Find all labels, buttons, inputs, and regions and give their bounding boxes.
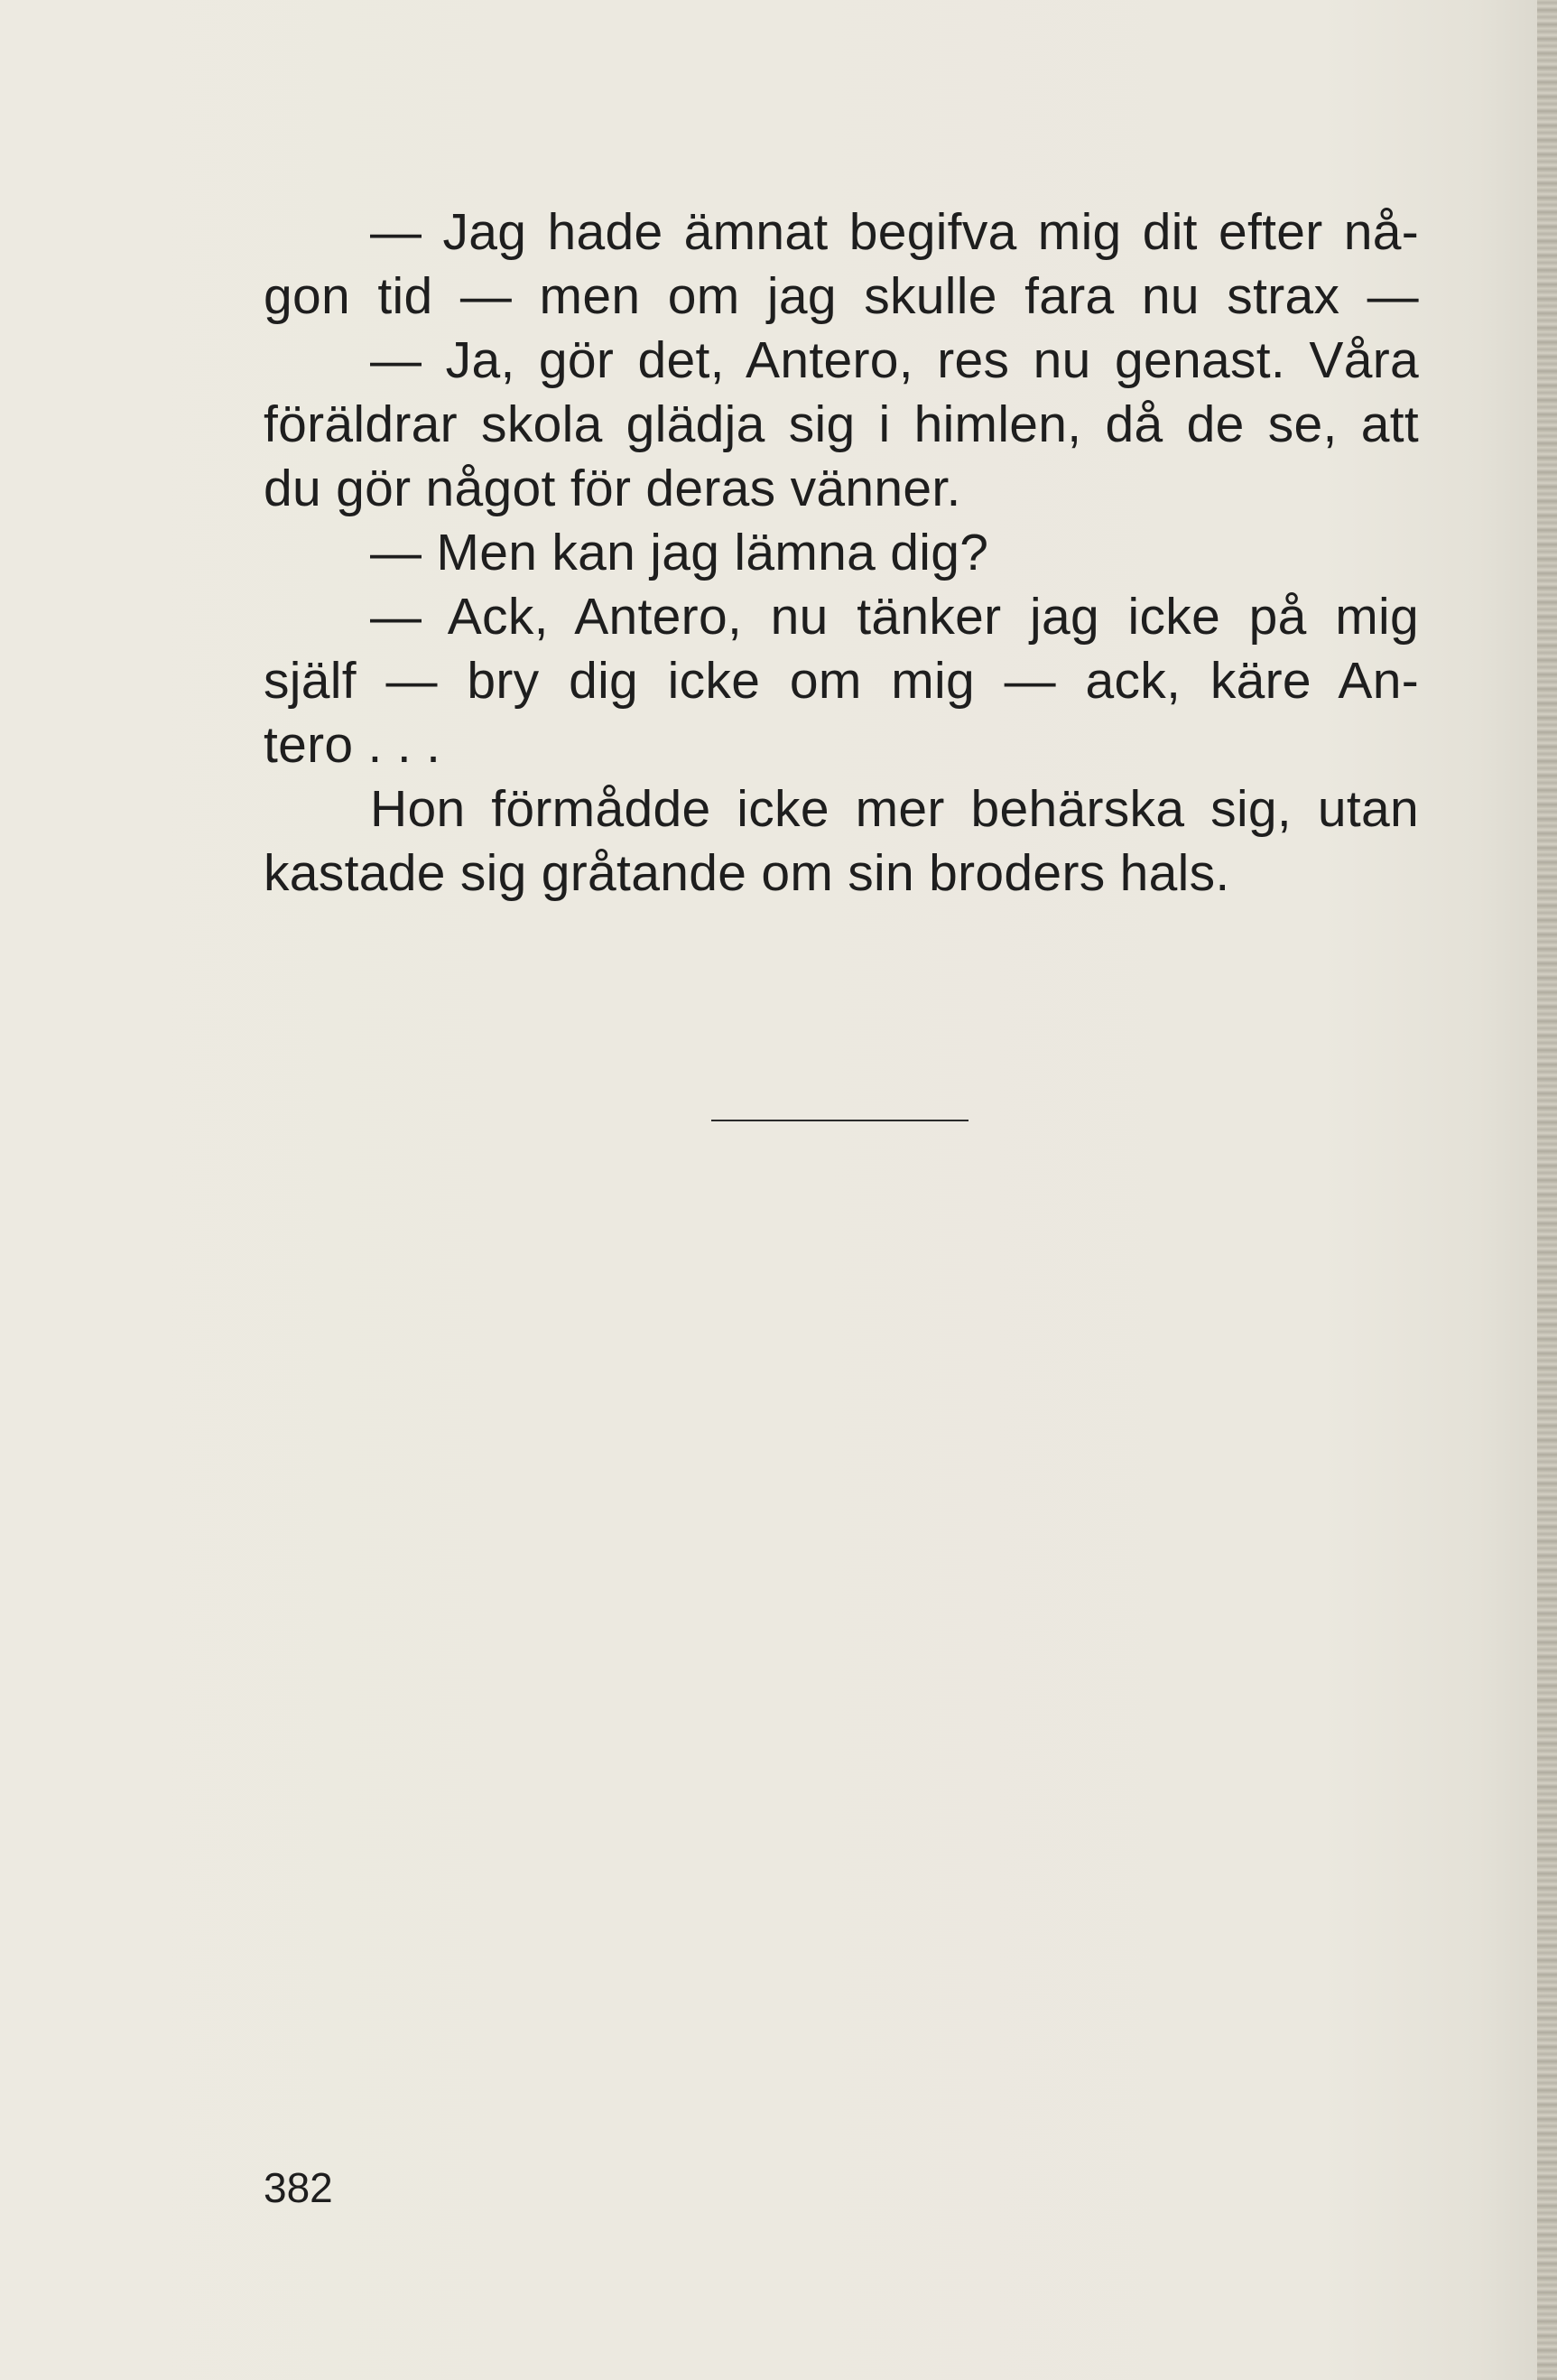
section-divider	[711, 1120, 968, 1121]
text-line: gon tid — men om jag skulle fara nu strax —	[264, 267, 1419, 325]
body-text	[264, 200, 1419, 906]
text-line: föräldrar skola glädja sig i himlen, då de se, att	[264, 395, 1419, 453]
text-line: — Ja, gör det, Antero, res nu genast. Våra	[370, 331, 1419, 389]
text-line: du gör något för deras vänner.	[264, 460, 961, 517]
page-edge	[1537, 0, 1557, 2380]
page-number: 382	[264, 2164, 333, 2211]
text-line: — Jag hade ämnat begifva mig dit efter nå-	[370, 203, 1419, 261]
text-line: själf — bry dig icke om mig — ack, käre An-	[264, 652, 1419, 710]
text-line: — Men kan jag lämna dig?	[370, 524, 989, 581]
text-line: — Ack, Antero, nu tänker jag icke på mig	[370, 588, 1419, 646]
text-line: kastade sig gråtande om sin broders hals.	[264, 844, 1230, 902]
text-line: Hon förmådde icke mer behärska sig, utan	[370, 780, 1419, 838]
text-line: tero . . .	[264, 716, 441, 774]
